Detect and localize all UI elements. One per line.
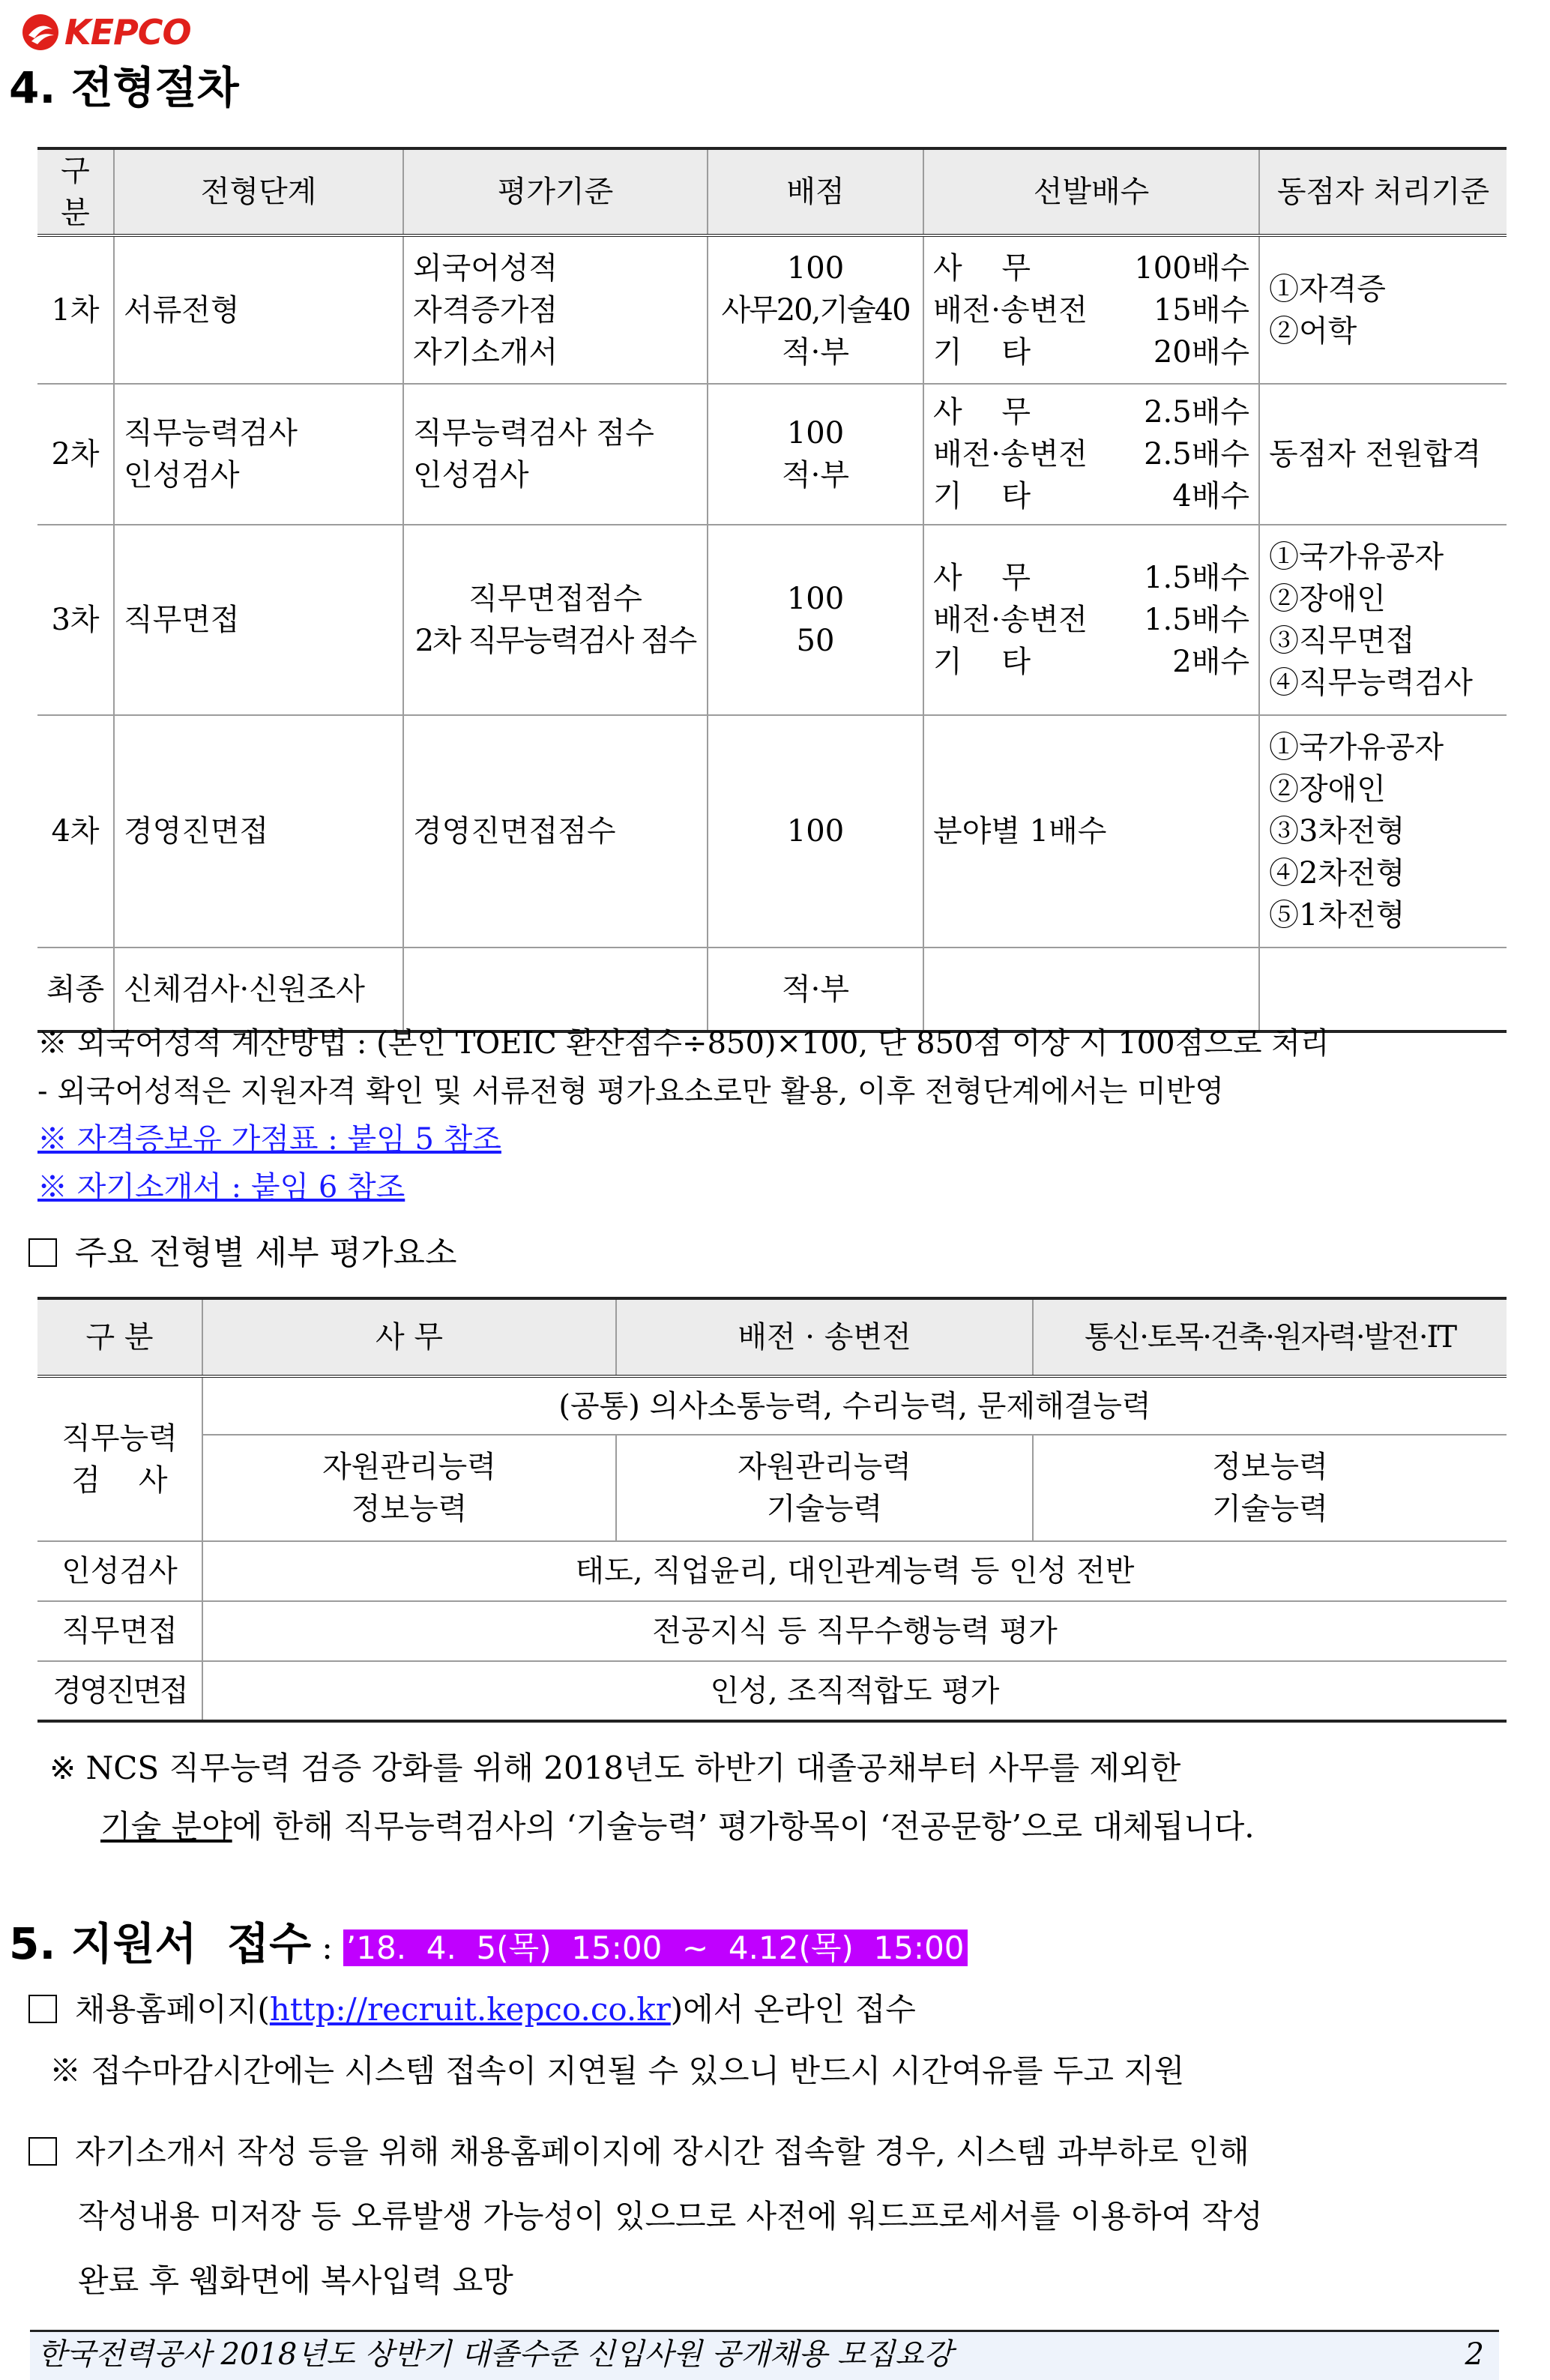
save-warning-line-2: 작성내용 미저장 등 오류발생 가능성이 있으므로 사전에 워드프로세서를 이용하여 작성	[78, 2198, 1263, 2235]
note-language-score: ※ 외국어성적 계산방법 : (본인 TOEIC 환산점수÷850)×100, 단 850점 이상 시 100점으로 처리	[37, 1026, 1330, 1061]
page-number: 2	[1465, 2337, 1484, 2372]
table-row	[37, 384, 1507, 525]
table-row	[37, 948, 1507, 1031]
criteria-cell: 외국어성적 자격증가점 자기소개서	[403, 235, 708, 384]
round-cell: 3차	[37, 525, 114, 715]
round-cell: 최종	[37, 948, 114, 1031]
selection-cell	[923, 948, 1259, 1031]
personality-label-cell: 인성검사	[37, 1541, 202, 1601]
interview-cell: 전공지식 등 직무수행능력 평가	[202, 1601, 1507, 1661]
stage-cell: 직무면접	[114, 525, 403, 715]
selection-process-table	[37, 147, 1507, 1033]
exec-label-cell: 경영진면접	[37, 1661, 202, 1721]
header-tech: 통신·토목·건축·원자력·발전·IT	[1033, 1298, 1507, 1376]
section-5-colon: :	[311, 1929, 343, 1967]
note-ncs-2: 기술 분야에 한해 직무능력검사의 ‘기술능력’ 평가항목이 ‘전공문항’으로 대체됩니다.	[100, 1808, 1255, 1845]
kepco-logo	[21, 10, 191, 54]
tie-cell: ①국가유공자 ②장애인 ③3차전형 ④2차전형 ⑤1차전형	[1259, 715, 1507, 948]
round-cell: 4차	[37, 715, 114, 948]
page-footer	[30, 2330, 1499, 2380]
recruit-site-link[interactable]: http://recruit.kepco.co.kr	[269, 1991, 671, 2028]
selection-cell: 사 무 2.5배수 배전·송변전 2.5배수 기 타 4배수	[923, 384, 1259, 525]
common-cell: (공통) 의사소통능력, 수리능력, 문제해결능력	[202, 1376, 1507, 1435]
tie-cell: 동점자 전원합격	[1259, 384, 1507, 525]
points-cell: 100	[708, 715, 923, 948]
tie-cell: ①자격증 ②어학	[1259, 235, 1507, 384]
save-warning-item: 자기소개서 작성 등을 위해 채용홈페이지에 장시간 접속할 경우, 시스템 과부하로 인해	[28, 2133, 1249, 2171]
criteria-cell: 직무능력검사 점수 인성검사	[403, 384, 708, 525]
note-ncs-1: ※ NCS 직무능력 검증 강화를 위해 2018년도 하반기 대졸공채부터 사무를 제외한	[49, 1750, 1181, 1786]
ncs-label-cell: 직무능력 검 사	[37, 1376, 202, 1541]
table-row	[37, 1435, 1507, 1541]
table-row	[37, 1541, 1507, 1601]
table-row	[37, 1601, 1507, 1661]
stage-cell: 직무능력검사 인성검사	[114, 384, 403, 525]
points-cell: 100 50	[708, 525, 923, 715]
checkbox-square-icon	[28, 2137, 57, 2166]
stage-cell: 신체검사·신원조사	[114, 948, 403, 1031]
logo-wordmark: KEPCO	[64, 12, 191, 52]
footer-title: 한국전력공사 2018년도 상반기 대졸수준 신입사원 공개채용 모집요강	[37, 2337, 953, 2372]
tie-cell	[1259, 948, 1507, 1031]
table-row	[37, 235, 1507, 384]
note-certificate-link[interactable]	[37, 1121, 501, 1157]
note-language-usage: - 외국어성적은 지원자격 확인 및 서류전형 평가요소로만 활용, 이후 전형단계에서는 미반영	[37, 1074, 1225, 1109]
tech-field-underlined: 기술 분야	[100, 1808, 232, 1845]
header-stage: 전형단계	[114, 148, 403, 235]
detail-title: 주요 전형별 세부 평가요소	[28, 1234, 457, 1274]
checkbox-square-icon	[28, 1238, 57, 1267]
section-5-title: 5. 지원서 접수	[9, 1918, 312, 1969]
stage-cell: 서류전형	[114, 235, 403, 384]
round-cell: 2차	[37, 384, 114, 525]
interview-label-cell: 직무면접	[37, 1601, 202, 1661]
header-category: 구 분	[37, 1298, 202, 1376]
deadline-note: ※ 접수마감시간에는 시스템 접속이 지연될 수 있으니 반드시 시간여유를 두고 지원	[49, 2052, 1185, 2089]
header-power: 배전 · 송변전	[616, 1298, 1033, 1376]
points-cell: 적·부	[708, 948, 923, 1031]
criteria-cell	[403, 948, 708, 1031]
exec-cell: 인성, 조직적합도 평가	[202, 1661, 1507, 1721]
points-cell: 100 사무20,기술40 적·부	[708, 235, 923, 384]
application-period: ’18. 4. 5(목) 15:00 ~ 4.12(목) 15:00	[343, 1929, 968, 1966]
header-office: 사 무	[202, 1298, 616, 1376]
office-cell: 자원관리능력 정보능력	[202, 1435, 616, 1541]
certificate-reference-link[interactable]: ※ 자격증보유 가점표 : 붙임 5 참조	[37, 1122, 501, 1157]
power-cell: 자원관리능력 기술능력	[616, 1435, 1033, 1541]
checkbox-square-icon	[28, 1995, 57, 2023]
header-tie: 동점자 처리기준	[1259, 148, 1507, 235]
table-row	[37, 1661, 1507, 1721]
tie-cell: ①국가유공자 ②장애인 ③직무면접 ④직무능력검사	[1259, 525, 1507, 715]
online-application-item: 채용홈페이지(http://recruit.kepco.co.kr)에서 온라인 접수	[28, 1991, 916, 2028]
stage-cell: 경영진면접	[114, 715, 403, 948]
table-row	[37, 525, 1507, 715]
personality-cell: 태도, 직업윤리, 대인관계능력 등 인성 전반	[202, 1541, 1507, 1601]
evaluation-elements-table	[37, 1297, 1507, 1723]
table-row	[37, 715, 1507, 948]
kepco-emblem-icon	[21, 13, 60, 52]
tech-cell: 정보능력 기술능력	[1033, 1435, 1507, 1541]
header-criteria: 평가기준	[403, 148, 708, 235]
selection-cell: 사 무 100배수 배전·송변전 15배수 기 타 20배수	[923, 235, 1259, 384]
criteria-cell: 경영진면접점수	[403, 715, 708, 948]
note-self-intro-link[interactable]	[37, 1169, 405, 1205]
header-points: 배점	[708, 148, 923, 235]
section-4-title: 4. 전형절차	[9, 62, 239, 113]
table-row	[37, 1376, 1507, 1435]
header-round: 구분	[37, 148, 114, 235]
self-intro-reference-link[interactable]: ※ 자기소개서 : 붙임 6 참조	[37, 1170, 405, 1205]
selection-cell: 사 무 1.5배수 배전·송변전 1.5배수 기 타 2배수	[923, 525, 1259, 715]
round-cell: 1차	[37, 235, 114, 384]
selection-cell: 분야별 1배수	[923, 715, 1259, 948]
header-selection: 선발배수	[923, 148, 1259, 235]
section-5-heading	[9, 1908, 968, 1971]
points-cell: 100 적·부	[708, 384, 923, 525]
save-warning-line-3: 완료 후 웹화면에 복사입력 요망	[78, 2262, 513, 2299]
criteria-cell: 직무면접점수 2차 직무능력검사 점수	[403, 525, 708, 715]
